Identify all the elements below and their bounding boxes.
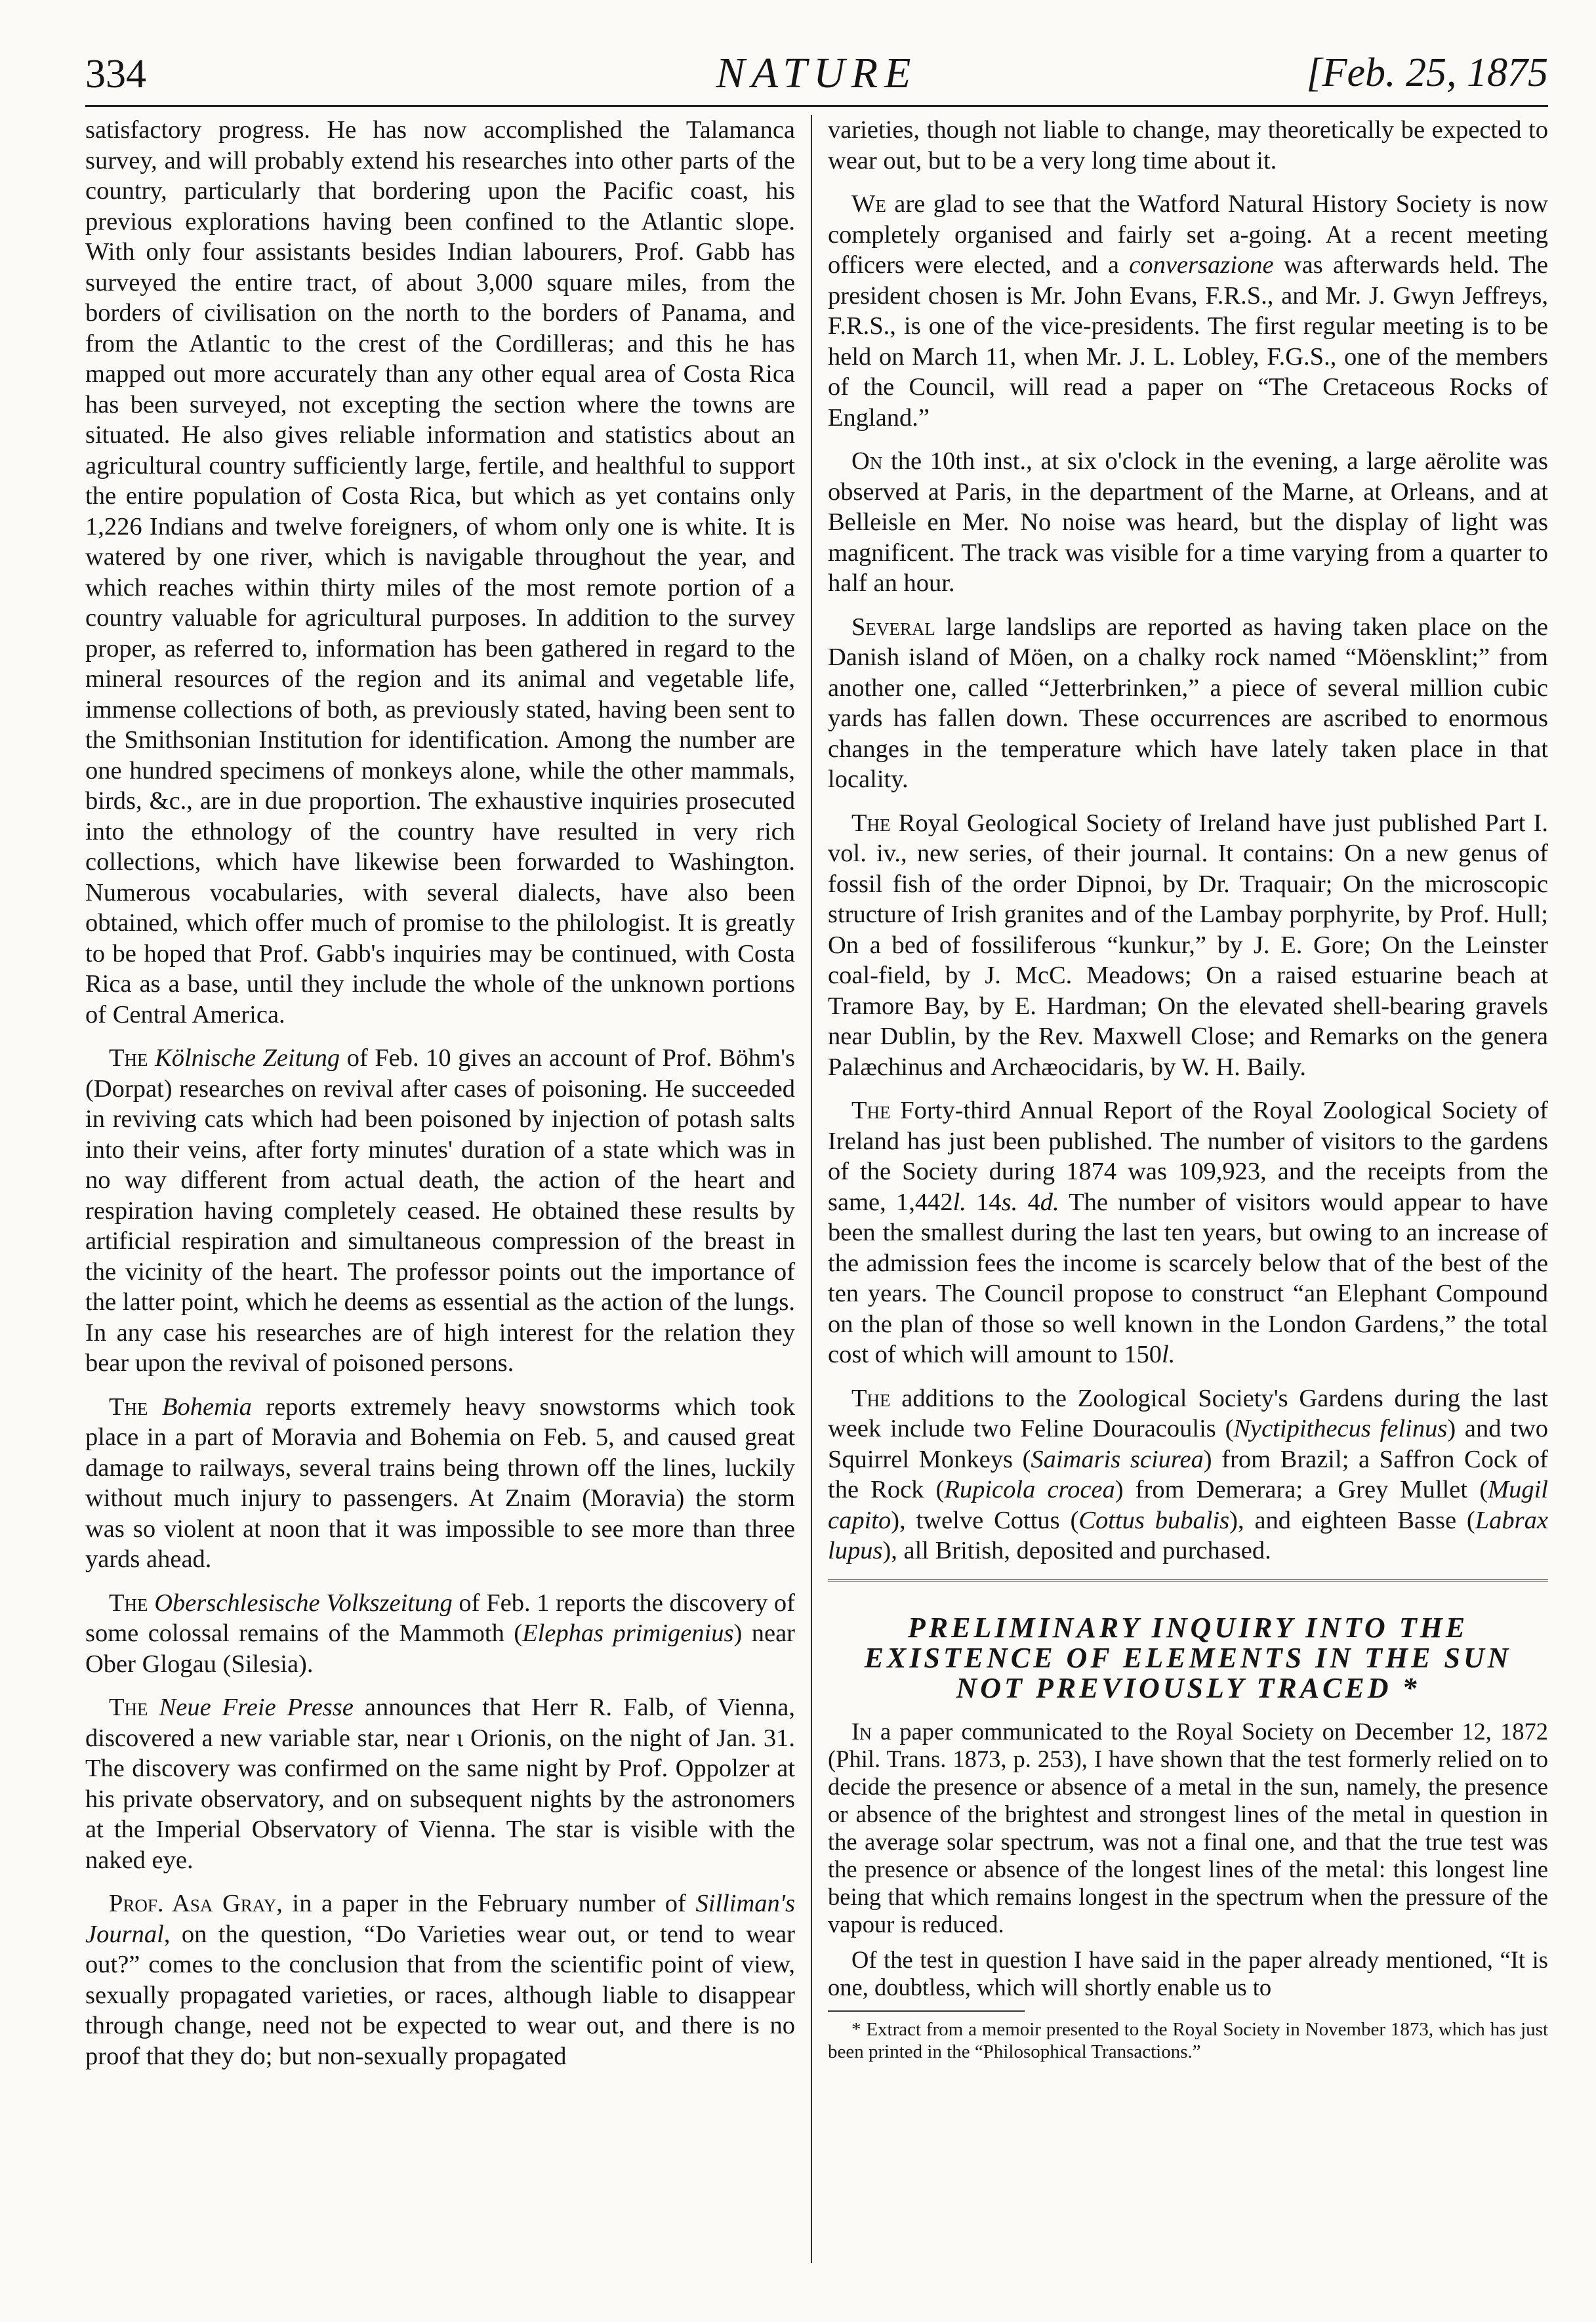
article-paragraph: In a paper communicated to the Royal Society on December 12, 1872 (Phil. Trans. 1873, p. 253), I have shown that the test formerly relied on to decide the presence or absence of a metal in the sun, namely, the presence or absence of the brightest and strongest lines of the metal in question in the average solar spectrum, was not a final one, and that the true test was the presence or absence of the longest lines of the metal: this longest line being that which remains longest in the spectrum when the pressure of the vapour is reduced. xyxy=(828,1717,1548,1938)
page-header xyxy=(85,46,1548,105)
species-name: Nyctipithecus felinus xyxy=(1233,1415,1448,1442)
species-name: Rupicola crocea xyxy=(944,1476,1115,1503)
header-rule xyxy=(85,105,1548,107)
species-name: Labrax lupus xyxy=(828,1506,1548,1564)
paragraph-varieties-wear-out: Prof. Asa Gray, in a paper in the February number of Silliman's Journal, on the question, “Do Varieties wear out, or tend to wear out?” comes to the conclusion that from the scientific point of view, sexually propagated varieties, or races, although liable to disappear through change, need not be expected to wear out, and there is no proof that they do; but non-sexually propagated xyxy=(85,1890,796,2070)
paragraph-snowstorms: The Bohemia reports extremely heavy snowstorms which took place in a part of Moravia and Bohemia on Feb. 5, and caused great damage to railways, several trains being thrown off the lines, luckily without much injury to passengers. At Znaim (Moravia) the storm was so violent at noon that it was impossible to see more than three yards ahead. xyxy=(85,1393,796,1573)
paragraph-zoological-report: The Forty-third Annual Report of the Royal Zoological Society of Ireland has just been published. The number of visitors to the gardens of the Society during 1874 was 109,923, and the receipts from the same, 1,442l. 14s. 4d. The number of visitors would appear to have been the smallest during the last ten years, but owing to an increase of the admission fees the income is scarcely below that of the best of the ten years. The Council propose to construct “an Elephant Compound on the plan of those so well known in the London Gardens,” the total cost of which will amount to 150l. xyxy=(828,1097,1549,1368)
species-name: Cottus bubalis xyxy=(1078,1506,1230,1534)
paragraph-revival-poisoning: The Kölnische Zeitung of Feb. 10 gives an account of Prof. Böhm's (Dorpat) researches on revival after cases of poisoning. He succeeded in reviving cats which had been poisoned by injection of potash salts into their veins, after forty minutes' duration of a state which was in no way different from actual death, the action of the heart and respiration having completely ceased. He obtained these results by artificial respiration and simultaneous compression of the breast in the vicinity of the heart. The professor points out the importance of the latter point, which he deems as essential as the action of the lungs. In any case his researches are of high interest for the relation they bear upon the revival of poisoned persons. xyxy=(85,1044,796,1377)
paragraph-landslips: Several large landslips are reported as having taken place on the Danish island of Möen, on a chalky rock named “Möensklint;” from another one, called “Jetterbrinken,” a piece of several million cubic yards has fallen down. These occurrences are ascribed to enormous changes in the temperature which have lately taken place in that locality. xyxy=(828,613,1548,793)
paragraph-aerolite: On the 10th inst., at six o'clock in the evening, a large aërolite was observed at Paris, in the department of the Marne, at Orleans, and at Belleisle en Mer. No noise was heard, but the display of light was magnificent. The track was visible for a time varying from a quarter to half an hour. xyxy=(828,447,1548,597)
publication-title: Silliman's Journal, xyxy=(85,1890,796,1948)
article-title: PRELIMINARY INQUIRY INTO THE EXISTENCE OF ELEMENTS IN THE SUN NOT PREVIOUSLY TRACED * xyxy=(864,1611,1512,1704)
article-paragraph: Of the test in question I have said in the paper already mentioned, “It is one, doubtless, which will shortly enable us to xyxy=(828,1945,1548,2001)
paragraph-costa-rica-survey: satisfactory progress. He has now accomplished the Talamanca survey, and will probably extend his researches into other parts of the country, particularly that bordering upon the Pacific coast, his previous explorations having been confined to the Atlantic slope. With only four assistants besides Indian labourers, Prof. Gabb has surveyed the entire tract, of about 3,000 square miles, from the borders of civilisation on the north to the borders of Panama, and from the Atlantic to the crest of the Cordilleras; and this he has mapped out more accurately than any other equal area of Costa Rica has been surveyed, not excepting the section where the towns are situated. He also gives reliable information and statistics about an agricultural country sufficiently large, fertile, and healthful to support the entire population of Costa Rica, but which as yet contains only 1,226 Indians and twelve foreigners, of whom only one is white. It is watered by one river, which is navigable throughout the year, and which reaches within thirty miles of the most remote portion of a country valuable for agricultural purposes. In addition to the survey proper, as referred to, information has been gathered in regard to the mineral resources of the region and its animal and vegetable life, immense collections of both, as previously stated, having been sent to the Smithsonian Institution for identification. Among the number are one hundred specimens of monkeys alone, while the other mammals, birds, &c., are in due proportion. The exhaustive inquiries prosecuted into the ethnology of the country have resulted in very rich collections, which have likewise been forwarded to Washington. Numerous vocabularies, with several dialects, have also been obtained, which offer much of promise to the philologist. It is greatly to be hoped that Prof. Gabb's inquiries may be continued, with Costa Rica as a base, until they include the whole of the unknown portions of Central America. xyxy=(85,116,795,1029)
paragraph-watford-society: We are glad to see that the Watford Natural History Society is now completely organised and fairly set a-going. At a recent meeting officers were elected, and a conversazione was afterwards held. The president chosen is Mr. John Evans, F.R.S., and Mr. J. Gwyn Jeffreys, F.R.S., is one of the vice-presidents. The first regular meeting is to be held on March 11, when Mr. J. L. Lobley, F.G.S., one of the members of the Council, will read a paper on “The Cretaceous Rocks of England.” xyxy=(828,190,1549,432)
column-divider xyxy=(811,115,812,2263)
footnote-rule xyxy=(828,2010,1025,2012)
right-column xyxy=(828,115,1548,2076)
left-column xyxy=(85,115,795,2085)
species-name: Saimaris sciurea xyxy=(1031,1445,1204,1473)
species-name: Mugil capito xyxy=(828,1476,1548,1534)
footnote: * Extract from a memoir presented to the Royal Society in November 1873, which has just been printed in the “Philosophical Transactions.” xyxy=(828,2018,1548,2062)
publication-title: Bohemia xyxy=(162,1393,252,1421)
paragraph-geological-society: The Royal Geological Society of Ireland have just published Part I. vol. iv., new series, of their journal. It contains: On a new genus of fossil fish of the order Dipnoi, by Dr. Traquair; On the microscopic structure of Irish granites and of the Lambay porphyrite, by Prof. Hull; On a bed of fossiliferous “kunkur,” by J. E. Gore; On the Leinster coal-field, by J. McC. Meadows; On a raised estuarine beach at Tramore Bay, by E. Hardman; On the elevated shell-bearing gravels near Dublin, by the Rev. Maxwell Close; and Remarks on the genera Palæchinus and Archæocidaris, by W. H. Baily. xyxy=(828,809,1549,1081)
page-number: 334 xyxy=(85,52,146,96)
publication-title: Kölnische Zeitung xyxy=(155,1044,340,1072)
paragraph-zoological-additions: The additions to the Zoological Society's Gardens during the last week include two Feline Douracoulis (Nyctipithecus felinus) and two Squirrel Monkeys (Saimaris sciurea) from Brazil; a Saffron Cock of the Rock (Rupicola crocea) from Demerara; a Grey Mullet (Mugil capito), twelve Cottus (Cottus bubalis), and eighteen Basse (Labrax lupus), all British, deposited and purchased. xyxy=(828,1384,1549,1564)
species-name: Elephas primigenius xyxy=(522,1619,734,1647)
paragraph-mammoth-remains: The Oberschlesische Volkszeitung of Feb. 1 reports the discovery of some colossal remains of the Mammoth (Elephas primigenius) near Ober Glogau (Silesia). xyxy=(85,1589,795,1678)
publication-title: Oberschlesische Volkszeitung xyxy=(154,1589,453,1617)
section-divider xyxy=(828,1579,1548,1581)
journal-title: NATURE xyxy=(716,49,918,97)
publication-title: Neue Freie Presse xyxy=(159,1694,354,1721)
paragraph-varieties-continued: varieties, though not liable to change, may theoretically be expected to wear out, but to be a very long time about it. xyxy=(828,116,1548,174)
paragraph-variable-star: The Neue Freie Presse announces that Herr R. Falb, of Vienna, discovered a new variable star, near ι Orionis, on the night of Jan. 31. The discovery was confirmed on the same night by Prof. Oppolzer at his private observatory, and on subsequent nights by the astronomers at the Imperial Observatory of Vienna. The star is visible with the naked eye. xyxy=(85,1694,796,1874)
issue-date: [Feb. 25, 1875 xyxy=(1306,51,1548,95)
